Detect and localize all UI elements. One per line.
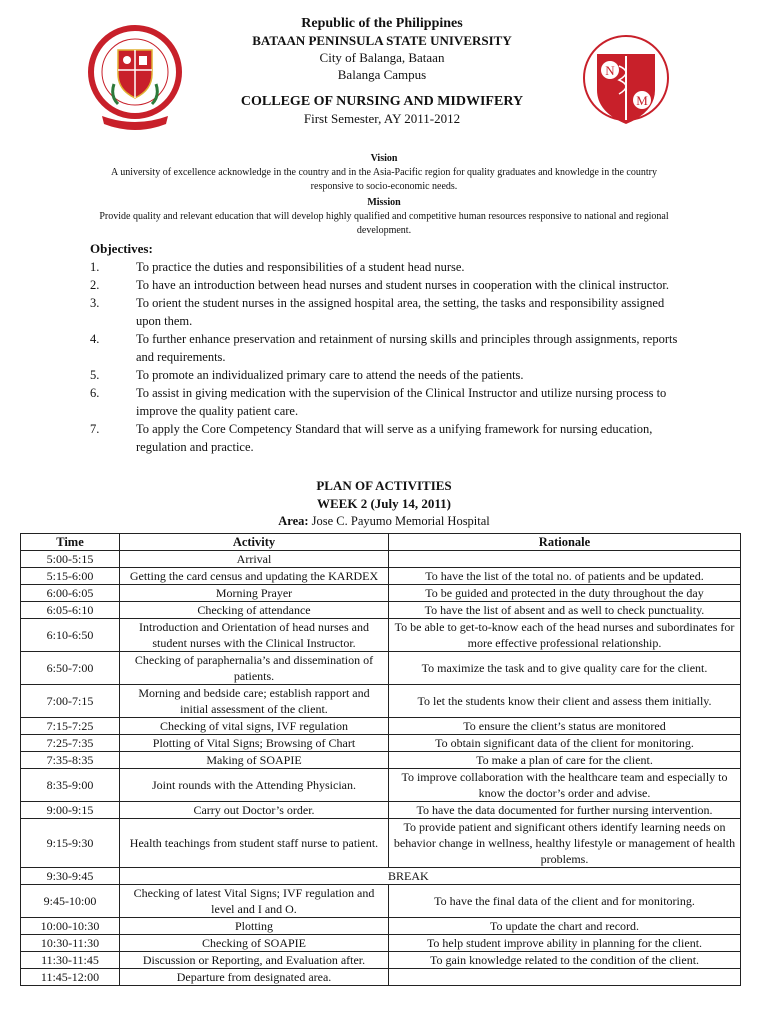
area-label: Area: <box>278 514 309 528</box>
activity-cell: Plotting of Vital Signs; Browsing of Chart <box>120 735 389 752</box>
activity-cell: Arrival <box>120 551 389 568</box>
objectives-list <box>90 258 680 456</box>
activity-cell: Discussion or Reporting, and Evaluation after. <box>120 952 389 969</box>
table-row <box>21 819 741 868</box>
svg-text:N: N <box>605 63 615 78</box>
table-row <box>21 885 741 918</box>
republic-line: Republic of the Philippines <box>301 16 463 31</box>
mission-text: Provide quality and relevant education that will develop highly qualified and competitive human resources responsive to national and regional development. <box>99 211 669 236</box>
vision-heading: Vision <box>370 153 398 164</box>
activity-cell: Morning Prayer <box>120 585 389 602</box>
time-cell: 5:15-6:00 <box>21 568 120 585</box>
time-cell: 6:50-7:00 <box>21 652 120 685</box>
table-row <box>21 752 741 769</box>
table-body <box>21 551 741 986</box>
plan-area <box>0 514 768 529</box>
activity-cell: Checking of paraphernalia’s and dissemination of patients. <box>120 652 389 685</box>
activity-cell: Checking of vital signs, IVF regulation <box>120 718 389 735</box>
time-cell: 7:25-7:35 <box>21 735 120 752</box>
time-cell: 10:00-10:30 <box>21 918 120 935</box>
rationale-cell: To improve collaboration with the healthcare team and especially to know the doctor’s order and advise. <box>389 769 741 802</box>
activity-cell: Checking of attendance <box>120 602 389 619</box>
time-cell: 9:00-9:15 <box>21 802 120 819</box>
table-header-row <box>21 534 741 551</box>
objective-text: To further enhance preservation and retainment of nursing skills and principles through assignments, reports and requirements. <box>136 332 678 364</box>
rationale-cell: To gain knowledge related to the condition of the client. <box>389 952 741 969</box>
activity-cell: Getting the card census and updating the KARDEX <box>120 568 389 585</box>
time-header: Time <box>21 534 120 551</box>
rationale-cell: To help student improve ability in planning for the client. <box>389 935 741 952</box>
rationale-cell: To make a plan of care for the client. <box>389 752 741 769</box>
rationale-cell: To obtain significant data of the client for monitoring. <box>389 735 741 752</box>
activity-cell: Introduction and Orientation of head nurses and student nurses with the Clinical Instructor. <box>120 619 389 652</box>
table-row <box>21 769 741 802</box>
table-row <box>21 952 741 969</box>
objective-item <box>90 258 680 276</box>
time-cell: 7:35-8:35 <box>21 752 120 769</box>
document-header <box>190 15 574 127</box>
break-cell: BREAK <box>120 868 741 885</box>
rationale-cell: To have the list of the total no. of patients and be updated. <box>389 568 741 585</box>
semester-line: First Semester, AY 2011-2012 <box>303 111 461 126</box>
table-row <box>21 918 741 935</box>
rationale-cell: To ensure the client’s status are monitored <box>389 718 741 735</box>
objectives-section <box>90 241 680 456</box>
table-row <box>21 802 741 819</box>
city-line: City of Balanga, Bataan <box>319 50 445 65</box>
objective-text: To practice the duties and responsibilities of a student head nurse. <box>136 260 465 274</box>
time-cell: 6:05-6:10 <box>21 602 120 619</box>
table-row <box>21 602 741 619</box>
objective-text: To apply the Core Competency Standard that will serve as a unifying framework for nursing education, regulation and practice. <box>136 422 653 454</box>
time-cell: 9:30-9:45 <box>21 868 120 885</box>
objective-number: 4. <box>90 332 100 346</box>
rationale-cell: To provide patient and significant others identify learning needs on behavior change in wellness, healthy lifestyle or management of health problems. <box>389 819 741 868</box>
plan-week: WEEK 2 (July 14, 2011) <box>317 496 451 511</box>
mission-section <box>88 196 680 238</box>
table-row <box>21 551 741 568</box>
objective-item <box>90 366 680 384</box>
activity-cell: Departure from designated area. <box>120 969 389 986</box>
rationale-cell: To have the list of absent and as well to check punctuality. <box>389 602 741 619</box>
activity-header: Activity <box>120 534 389 551</box>
objective-item <box>90 294 680 330</box>
objective-number: 2. <box>90 278 100 292</box>
activity-cell: Making of SOAPIE <box>120 752 389 769</box>
table-row <box>21 969 741 986</box>
time-cell: 10:30-11:30 <box>21 935 120 952</box>
bpsu-university-seal <box>88 12 182 140</box>
activity-cell: Morning and bedside care; establish rapport and initial assessment of the client. <box>120 685 389 718</box>
objective-text: To promote an individualized primary care to attend the needs of the patients. <box>136 368 524 382</box>
time-cell: 11:45-12:00 <box>21 969 120 986</box>
time-cell: 9:15-9:30 <box>21 819 120 868</box>
activity-cell: Carry out Doctor’s order. <box>120 802 389 819</box>
activity-cell: Joint rounds with the Attending Physician. <box>120 769 389 802</box>
time-cell: 5:00-5:15 <box>21 551 120 568</box>
table-row <box>21 868 741 885</box>
area-value: Jose C. Payumo Memorial Hospital <box>311 514 490 528</box>
mission-heading: Mission <box>367 197 401 208</box>
activity-cell: Plotting <box>120 918 389 935</box>
objective-text: To have an introduction between head nurses and student nurses in cooperation with the clinical instructor. <box>136 278 670 292</box>
table-row <box>21 652 741 685</box>
plan-title: PLAN OF ACTIVITIES <box>316 478 452 493</box>
table-row <box>21 735 741 752</box>
time-cell: 7:00-7:15 <box>21 685 120 718</box>
rationale-header: Rationale <box>389 534 741 551</box>
time-cell: 7:15-7:25 <box>21 718 120 735</box>
objective-text: To orient the student nurses in the assigned hospital area, the setting, the tasks and responsibility assigned upon them. <box>136 296 665 328</box>
objective-number: 5. <box>90 368 100 382</box>
time-cell: 6:10-6:50 <box>21 619 120 652</box>
table-row <box>21 685 741 718</box>
objectives-title: Objectives: <box>90 241 153 256</box>
rationale-cell: To be able to get-to-know each of the head nurses and subordinates for more effective professional relationship. <box>389 619 741 652</box>
campus-line: Balanga Campus <box>337 67 427 82</box>
activity-cell: Checking of latest Vital Signs; IVF regulation and level and I and O. <box>120 885 389 918</box>
time-cell: 8:35-9:00 <box>21 769 120 802</box>
activities-table <box>20 533 741 986</box>
rationale-cell <box>389 969 741 986</box>
vision-text: A university of excellence acknowledge in the country and in the Asia-Pacific region for quality graduates and knowledge in the country responsive to socio-economic needs. <box>111 167 657 192</box>
objective-item <box>90 276 680 294</box>
objective-number: 7. <box>90 422 100 436</box>
table-row <box>21 718 741 735</box>
rationale-cell <box>389 551 741 568</box>
rationale-cell: To be guided and protected in the duty throughout the day <box>389 585 741 602</box>
activity-cell: Checking of SOAPIE <box>120 935 389 952</box>
time-cell: 11:30-11:45 <box>21 952 120 969</box>
rationale-cell: To have the data documented for further nursing intervention. <box>389 802 741 819</box>
objective-item <box>90 420 680 456</box>
nursing-college-seal <box>583 12 669 140</box>
rationale-cell: To update the chart and record. <box>389 918 741 935</box>
vision-section <box>88 152 680 194</box>
objective-number: 6. <box>90 386 100 400</box>
svg-text:M: M <box>636 93 648 108</box>
time-cell: 6:00-6:05 <box>21 585 120 602</box>
table-row <box>21 585 741 602</box>
table-row <box>21 619 741 652</box>
rationale-cell: To let the students know their client and assess them initially. <box>389 685 741 718</box>
objective-text: To assist in giving medication with the supervision of the Clinical Instructor and utilize nursing process to improve the quality patient care. <box>136 386 667 418</box>
activity-cell: Health teachings from student staff nurse to patient. <box>120 819 389 868</box>
table-row <box>21 935 741 952</box>
table-row <box>21 568 741 585</box>
objective-item <box>90 384 680 420</box>
university-name: BATAAN PENINSULA STATE UNIVERSITY <box>252 33 512 48</box>
time-cell: 9:45-10:00 <box>21 885 120 918</box>
objective-number: 3. <box>90 296 100 310</box>
objective-item <box>90 330 680 366</box>
rationale-cell: To have the final data of the client and for monitoring. <box>389 885 741 918</box>
college-name: COLLEGE OF NURSING AND MIDWIFERY <box>240 94 524 109</box>
objective-number: 1. <box>90 260 100 274</box>
rationale-cell: To maximize the task and to give quality care for the client. <box>389 652 741 685</box>
